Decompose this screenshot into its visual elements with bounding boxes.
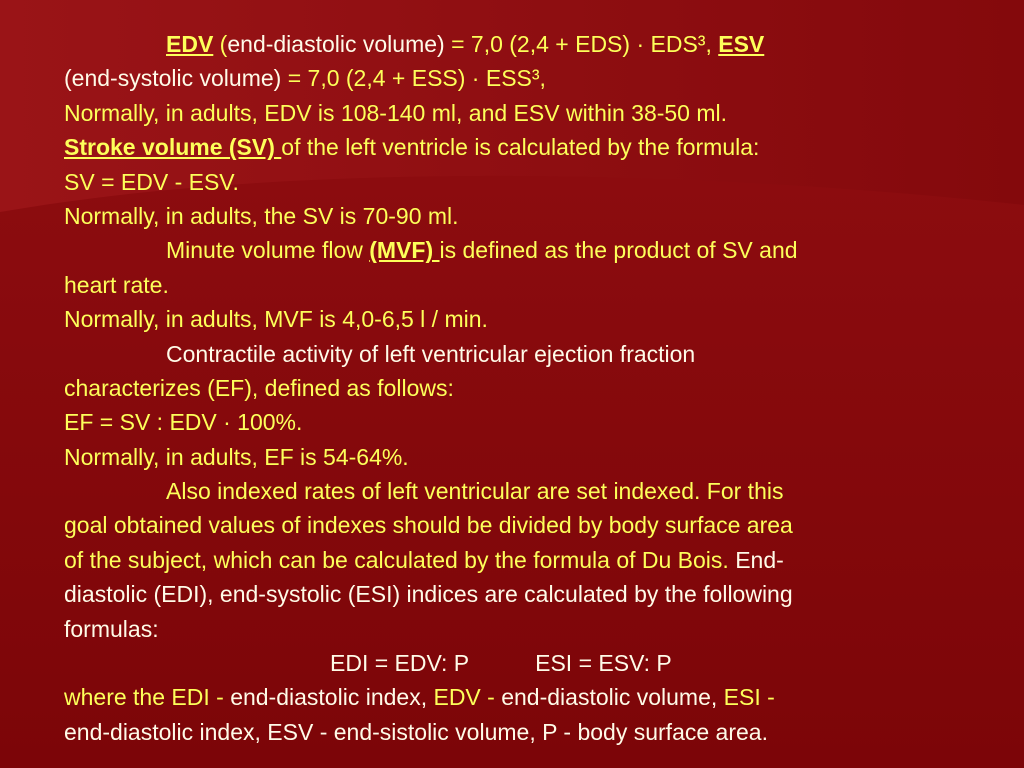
line-normal-ef: Normally, in adults, EF is 54-64%. bbox=[64, 443, 409, 470]
line-stroke-volume: Stroke volume (SV) of the left ventricle is calculated by the formula: bbox=[64, 134, 760, 161]
esi-formula: ESI = ESV: P bbox=[535, 650, 672, 677]
esv-term: ESV bbox=[718, 31, 765, 57]
line-indexed-rates: Also indexed rates of left ventricular are set indexed. For this bbox=[166, 478, 784, 505]
line-normal-mvf: Normally, in adults, MVF is 4,0-6,5 l / min. bbox=[64, 306, 488, 333]
line-definitions: end-diastolic index, ESV - end-sistolic volume, P - body surface area. bbox=[64, 718, 768, 745]
line-characterizes: characterizes (EF), defined as follows: bbox=[64, 374, 454, 401]
slide-text bbox=[64, 27, 984, 749]
edv-term: EDV bbox=[166, 31, 214, 57]
line-esv-formula: (end-systolic volume) = 7,0 (2,4 + ESS) · ESS³, bbox=[64, 65, 546, 92]
edi-formula: EDI = EDV: P bbox=[330, 650, 470, 677]
line-edv-formula: EDV (end-diastolic volume) = 7,0 (2,4 + EDS) · EDS³, ESV bbox=[166, 31, 765, 57]
line-formulas: formulas: bbox=[64, 615, 159, 642]
line-indices: diastolic (EDI), end-systolic (ESI) indices are calculated by the following bbox=[64, 581, 793, 608]
line-contractile: Contractile activity of left ventricular ejection fraction bbox=[166, 340, 696, 367]
mvf-term: (MVF) bbox=[369, 237, 440, 264]
edv-full-name: end-diastolic volume) bbox=[227, 31, 445, 57]
line-heart-rate: heart rate. bbox=[64, 271, 169, 298]
esv-full-name: end-systolic volume) bbox=[71, 65, 282, 92]
line-sv-formula: SV = EDV - ESV. bbox=[64, 168, 239, 195]
line-du-bois: of the subject, which can be calculated by the formula of Du Bois. End- bbox=[64, 546, 784, 573]
line-mvf: Minute volume flow (MVF) is defined as the product of SV and bbox=[166, 237, 798, 264]
line-ef-formula: EF = SV : EDV · 100%. bbox=[64, 409, 303, 436]
sv-term: Stroke volume (SV) bbox=[64, 134, 282, 161]
line-normal-sv: Normally, in adults, the SV is 70-90 ml. bbox=[64, 202, 459, 229]
line-normal-edv-esv: Normally, in adults, EDV is 108-140 ml, and ESV within 38-50 ml. bbox=[64, 99, 728, 126]
line-index-formulas bbox=[64, 646, 984, 680]
line-where: where the EDI - end-diastolic index, EDV - end-diastolic volume, ESI - bbox=[64, 684, 775, 711]
line-goal: goal obtained values of indexes should be divided by body surface area bbox=[64, 512, 793, 539]
